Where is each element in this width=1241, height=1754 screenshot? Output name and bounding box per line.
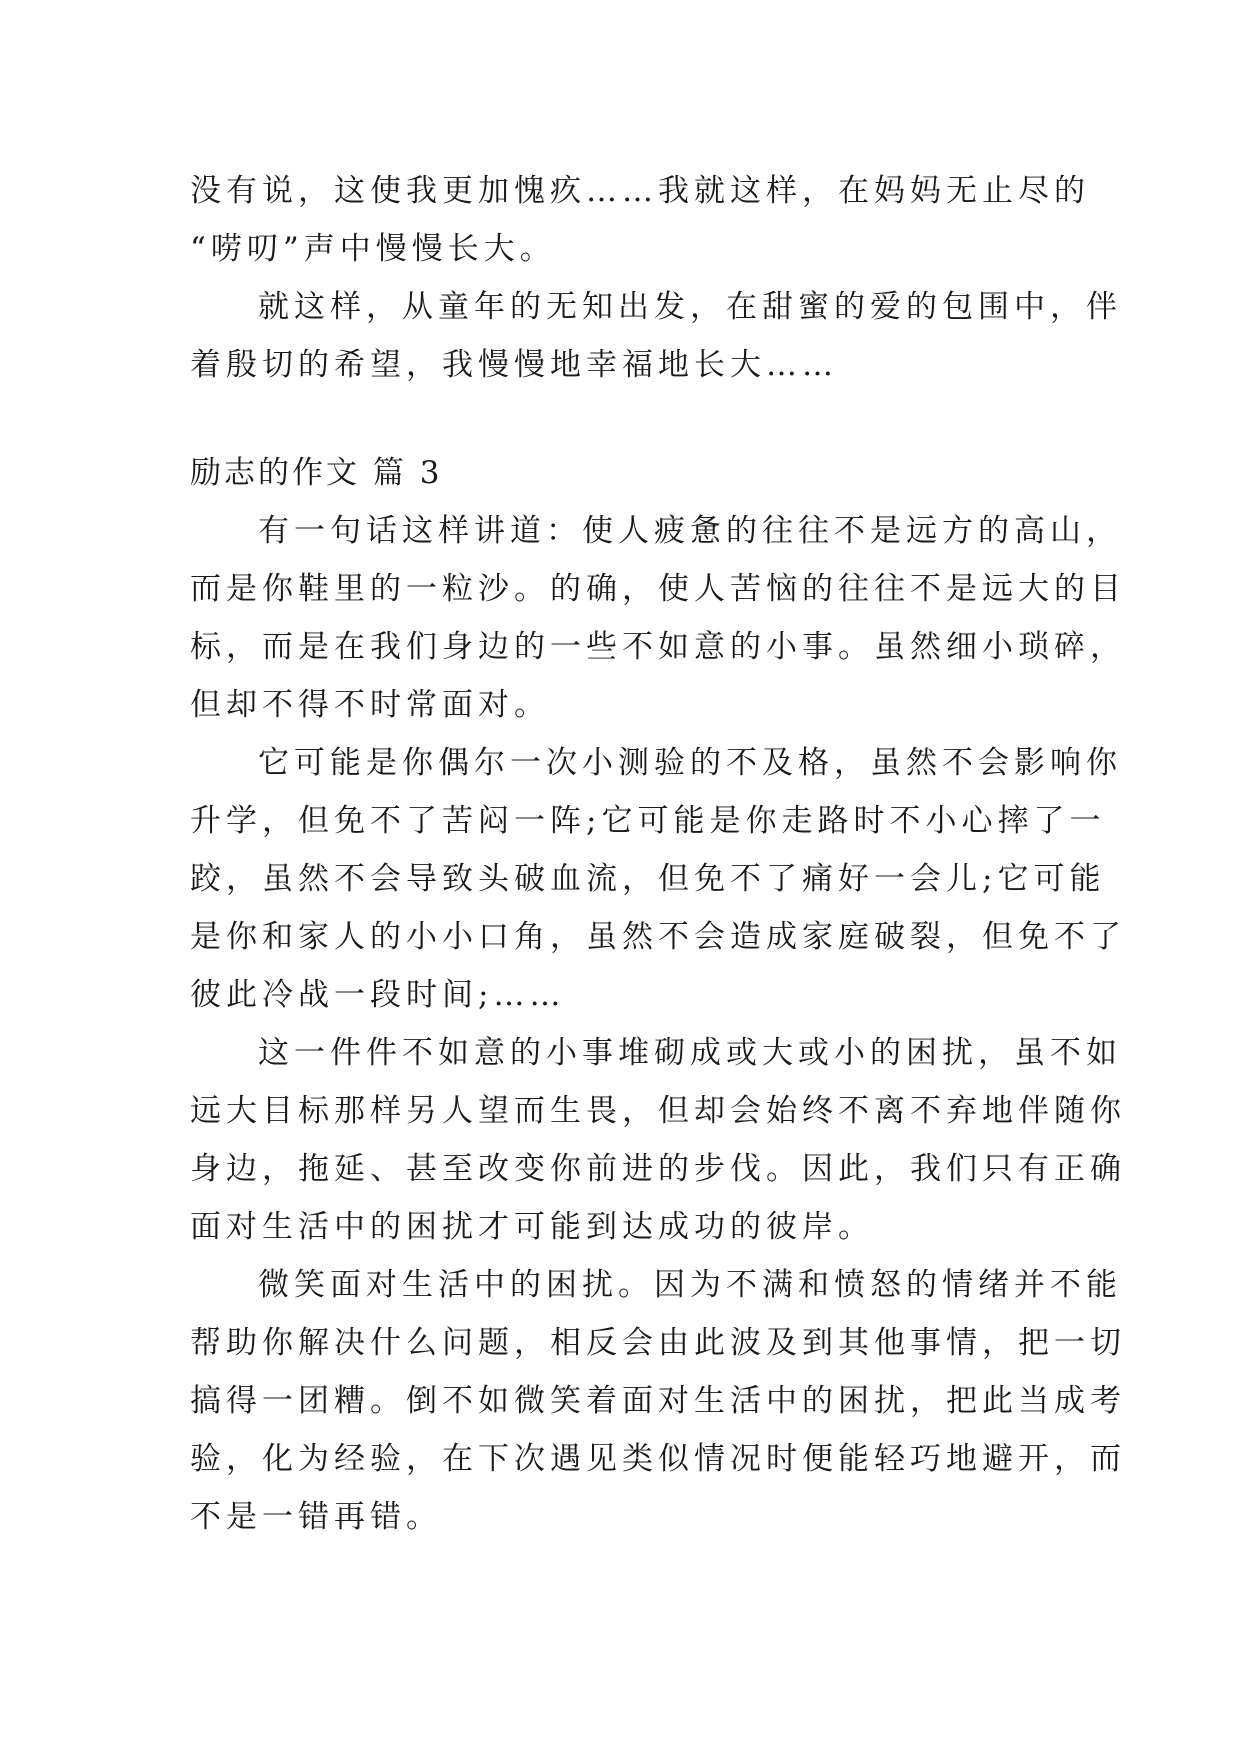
text-line: 就这样，从童年的无知出发，在甜蜜的爱的包围中，伴: [258, 289, 1122, 325]
text-line: 跤，虽然不会导致头破血流，但免不了痛好一会儿;它可能: [190, 861, 1106, 897]
continuation-paragraph: [190, 162, 1090, 278]
text-line: 升学，但免不了苦闷一阵;它可能是你走路时不小心摔了一: [190, 803, 1106, 839]
text-line: 远大目标那样另人望而生畏，但却会始终不离不弃地伴随你: [190, 1093, 1126, 1129]
text-line: 标，而是在我们身边的一些不如意的小事。虽然细小琐碎，: [190, 629, 1126, 665]
text-line: 而是你鞋里的一粒沙。的确，使人苦恼的往往不是远大的目: [190, 571, 1126, 607]
paragraph-3: [190, 1024, 1126, 1256]
paragraph-4: [190, 1256, 1126, 1546]
text-line: 验，化为经验，在下次遇见类似情况时便能轻巧地避开，而: [190, 1441, 1126, 1477]
section-spacer: [190, 394, 1070, 444]
text-line: 不是一错再错。: [190, 1499, 442, 1535]
text-line: 它可能是你偶尔一次小测验的不及格，虽然不会影响你: [258, 745, 1122, 781]
text-line: 着殷切的希望，我慢慢地幸福地长大……: [190, 347, 838, 383]
text-line: 有一句话这样讲道：使人疲惫的往往不是远方的高山，: [258, 513, 1122, 549]
text-line: 帮助你解决什么问题，相反会由此波及到其他事情，把一切: [190, 1325, 1126, 1361]
text-line: 但却不得不时常面对。: [190, 687, 550, 723]
paragraph-1: [190, 502, 1126, 734]
text-line: 彼此冷战一段时间;……: [190, 977, 566, 1013]
text-line: 这一件件不如意的小事堆砌成或大或小的困扰，虽不如: [258, 1035, 1122, 1071]
text-line: 面对生活中的困扰才可能到达成功的彼岸。: [190, 1209, 874, 1245]
paragraph-2: [190, 734, 1126, 1024]
text-line: 搞得一团糟。倒不如微笑着面对生活中的困扰，把此当成考: [190, 1383, 1126, 1419]
closing-paragraph: [190, 278, 1122, 394]
text-line: 微笑面对生活中的困扰。因为不满和愤怒的情绪并不能: [258, 1267, 1122, 1303]
document-body: [190, 162, 1126, 1546]
text-line: 没有说，这使我更加愧疚……我就这样，在妈妈无止尽的: [190, 173, 1090, 209]
text-line: 是你和家人的小小口角，虽然不会造成家庭破裂，但免不了: [190, 919, 1126, 955]
text-line: “唠叨”声中慢慢长大。: [190, 231, 556, 267]
section-title: 励志的作文 篇 3: [190, 455, 443, 491]
text-line: 身边，拖延、甚至改变你前进的步伐。因此，我们只有正确: [190, 1151, 1126, 1187]
